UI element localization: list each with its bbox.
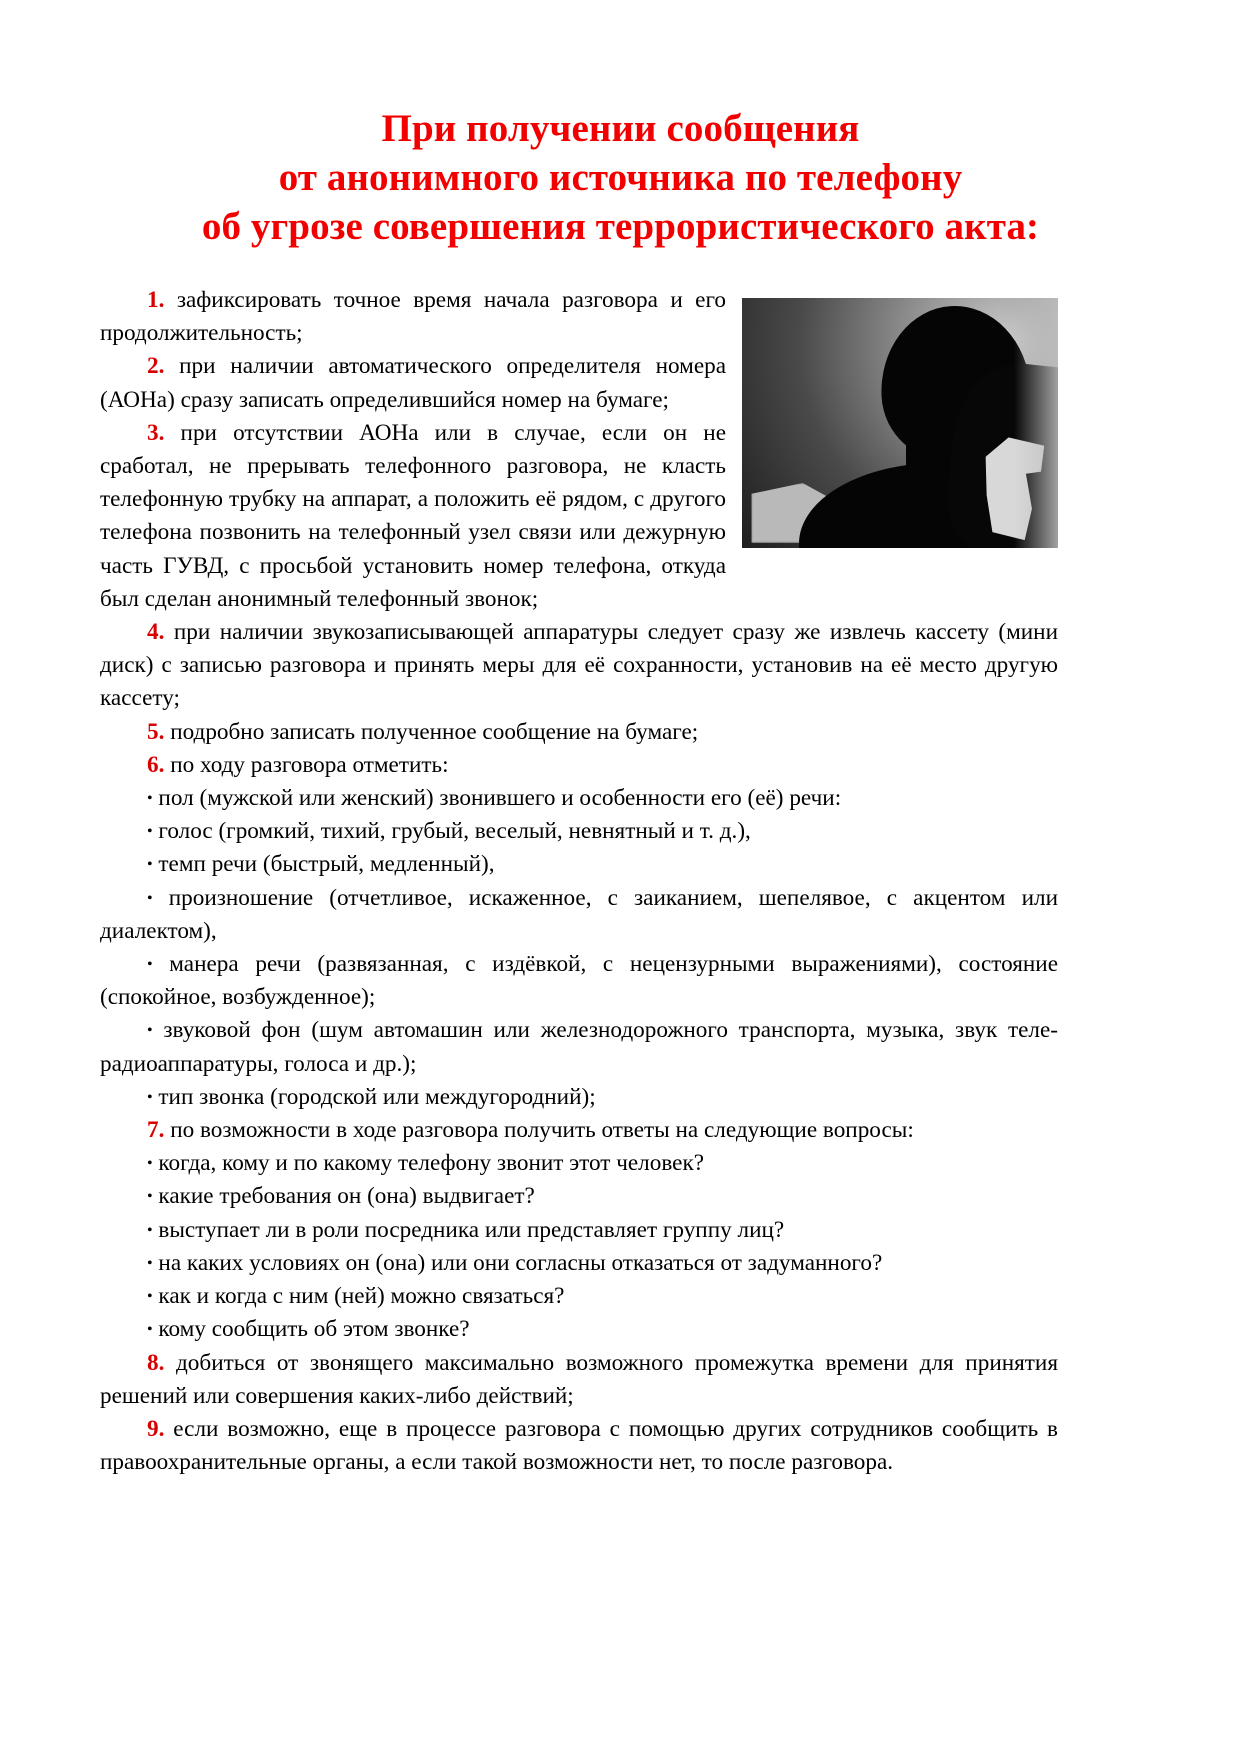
- bullet-text: кому сообщить об этом звонке?: [158, 1316, 470, 1343]
- bullet-icon: •: [147, 1088, 153, 1106]
- bullet-text: звуковой фон (шум автомашин или железнодорожного транспорта, музыка, звук теле-радиоаппаратуры, голоса и др.);: [100, 1017, 1058, 1077]
- item-number: 7.: [147, 1117, 165, 1144]
- item-number: 1.: [147, 287, 165, 313]
- item-text: зафиксировать точное время начала разговора и его продолжительность;: [100, 287, 726, 347]
- list-item: [100, 1214, 1058, 1247]
- bullet-text: как и когда с ним (ней) можно связаться?: [158, 1283, 565, 1310]
- list-item: [100, 1081, 1058, 1114]
- item-number: 9.: [147, 1415, 165, 1442]
- list-item: [100, 1313, 1058, 1346]
- bullet-icon: •: [147, 1188, 153, 1206]
- silhouette-phone-photo: [742, 298, 1058, 548]
- item-text: при наличии автоматического определителя номера (АОНа) сразу записать определившийся номер на бумаге;: [100, 353, 727, 413]
- bullet-text: пол (мужской или женский) звонившего и особенности его (её) речи:: [158, 785, 842, 812]
- list-item: [100, 882, 1058, 948]
- item-text: подробно записать полученное сообщение на бумаге;: [170, 718, 699, 745]
- bullet-icon: •: [147, 823, 153, 841]
- item-number: 4.: [147, 619, 165, 646]
- item-number: 3.: [147, 419, 165, 446]
- title-line-3: об угрозе совершения террористического акта:: [201, 205, 1040, 248]
- bullet-text: голос (громкий, тихий, грубый, веселый, невнятный и т. д.),: [158, 818, 751, 845]
- bullet-icon: •: [147, 1254, 153, 1272]
- bullet-icon: •: [147, 1022, 153, 1040]
- list-item: [100, 948, 1058, 1014]
- bullet-text: на каких условиях он (она) или они согласны отказаться от задуманного?: [158, 1249, 883, 1276]
- title-line-1: При получении сообщения: [381, 107, 860, 150]
- list-item: [100, 716, 1058, 749]
- item-text: при отсутствии АОНа или в случае, если он не сработал, не прерывать телефонного разговора, не класть телефонную трубку на аппарат, а положить её рядом, с другого телефона позвонить на телефонный узел связи или дежурную часть ГУВД, с просьбой установить номер телефона, откуда был сделан анонимный телефонный звонок;: [100, 419, 726, 612]
- list-item: [100, 1180, 1058, 1213]
- bullet-text: выступает ли в роли посредника или представляет группу лиц?: [158, 1216, 785, 1243]
- list-item: [100, 815, 1058, 848]
- bullet-icon: •: [147, 856, 153, 874]
- list-item: [100, 1147, 1058, 1180]
- bullet-icon: •: [147, 889, 153, 907]
- bullet-icon: •: [147, 790, 153, 808]
- list-item: [100, 1413, 1058, 1479]
- page-title: [0, 0, 1241, 251]
- item-text: если возможно, еще в процессе разговора с помощью других сотрудников сообщить в правоохранительные органы, а если такой возможности нет, то после разговора.: [100, 1415, 1058, 1476]
- bullet-icon: •: [147, 1321, 153, 1339]
- list-item: [100, 848, 1058, 881]
- bullet-text: произношение (отчетливое, искаженное, с заиканием, шепелявое, с акцентом или диалектом),: [100, 884, 1058, 944]
- list-item: [100, 782, 1058, 815]
- bullet-text: какие требования он (она) выдвигает?: [158, 1183, 535, 1210]
- item-text: добиться от звонящего максимально возможного промежутка времени для принятия решений или совершения каких-либо действий;: [100, 1349, 1059, 1409]
- item-text: при наличии звукозаписывающей аппаратуры следует сразу же извлечь кассету (мини диск) с записью разговора и принять меры для её сохранности, установив на её место другую кассету;: [100, 619, 1058, 712]
- item-number: 8.: [147, 1349, 165, 1376]
- bullet-icon: •: [147, 956, 153, 974]
- bullet-icon: •: [147, 1155, 153, 1173]
- list-item: [100, 1347, 1058, 1413]
- instruction-body: [100, 284, 1058, 1479]
- item-text: по возможности в ходе разговора получить ответы на следующие вопросы:: [170, 1117, 914, 1144]
- title-line-2: от анонимного источника по телефону: [278, 156, 963, 199]
- list-item: [100, 616, 1058, 716]
- bullet-icon: •: [147, 1288, 153, 1306]
- list-item: [100, 1280, 1058, 1313]
- list-item: [100, 1014, 1058, 1080]
- list-item: [100, 1247, 1058, 1280]
- bullet-icon: •: [147, 1221, 153, 1239]
- bullet-text: тип звонка (городской или междугородний);: [158, 1083, 596, 1110]
- bullet-text: когда, кому и по какому телефону звонит этот человек?: [158, 1150, 704, 1177]
- item-number: 5.: [147, 718, 165, 745]
- bullet-text: темп речи (быстрый, медленный),: [158, 851, 495, 878]
- item-number: 2.: [147, 353, 165, 380]
- list-item: [100, 749, 1058, 782]
- bullet-text: манера речи (развязанная, с издёвкой, с нецензурными выражениями), состояние (спокойное, возбужденное);: [100, 951, 1059, 1011]
- list-item: [100, 1114, 1058, 1147]
- item-text: по ходу разговора отметить:: [170, 751, 449, 778]
- item-number: 6.: [147, 751, 165, 778]
